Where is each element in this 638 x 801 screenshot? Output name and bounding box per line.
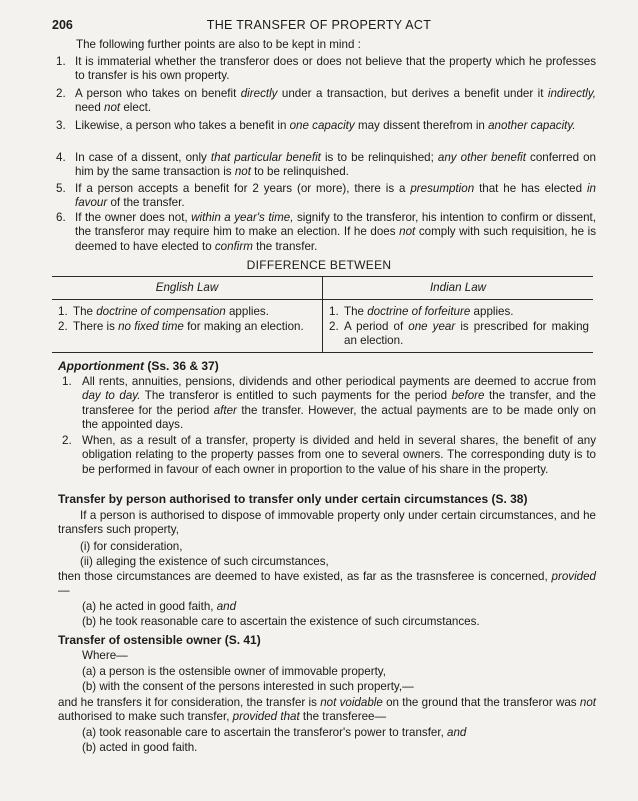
section-38-heading: Transfer by person authorised to transfer only under certain circumstances (S. 38)	[58, 492, 528, 506]
apportionment-item-2: 2. When, as a result of a transfer, property is divided and held in several shares, the benefit of any obligation relating to the property passes from one to several owners. The corresponding duty is to be performed in favour of each owner in proportion to the value of his share in the property.	[62, 434, 596, 476]
item-number: 1.	[62, 375, 72, 388]
point-1: 1. It is immaterial whether the transferor does or does not believe that the property which he professes to transfer is his own property.	[56, 55, 596, 83]
column-header-english-law: English Law	[52, 277, 323, 300]
section-41-heading: Transfer of ostensible owner (S. 41)	[58, 633, 261, 647]
section-41-condition-a: (a) a person is the ostensible owner of immovable property,	[82, 665, 386, 678]
page-header	[0, 18, 638, 36]
point-2: 2. A person who takes on benefit directly under a transaction, but derives a benefit under it indirectly, need not elect.	[56, 87, 596, 115]
section-38-proviso: then those circumstances are deemed to have existed, as far as the trasnsferee is concerned, provided—	[58, 570, 596, 598]
english-law-point: 1. The doctrine of compensation applies.	[58, 305, 269, 319]
section-38-clause-ii: (ii) alleging the existence of such circumstances,	[80, 555, 329, 568]
indian-law-point: 2. A period of one year is prescribed for making an election.	[329, 319, 589, 348]
item-number: 2.	[56, 87, 66, 100]
english-law-point: 2. There is no fixed time for making an election.	[58, 319, 304, 333]
section-41-proviso-a: (a) took reasonable care to ascertain the transferor's power to transfer, and	[82, 726, 467, 739]
indian-law-point: 1. The doctrine of forfeiture applies.	[329, 305, 514, 319]
item-number: 4.	[56, 151, 66, 164]
indian-law-cell	[323, 300, 594, 352]
item-number: 2.	[62, 434, 72, 447]
section-41-proviso-b: (b) acted in good faith.	[82, 741, 198, 754]
section-41-paragraph: and he transfers it for consideration, the transfer is not voidable on the ground that the transferor was not authorised to make such transfer, provided that the transferee—	[58, 696, 596, 724]
running-title: THE TRANSFER OF PROPERTY ACT	[206, 18, 432, 32]
point-6: 6. If the owner does not, within a year's time, signify to the transferor, his intention to confirm or dissent, the transferor may require him to make an election. If he does not comply with such requisition, he is deemed to have elected to confirm the transfer.	[56, 211, 596, 253]
page-number: 206	[52, 18, 73, 32]
section-38-condition-b: (b) he took reasonable care to ascertain the existence of such circumstances.	[82, 615, 480, 628]
intro-text: The following further points are also to be kept in mind :	[76, 38, 361, 51]
section-41-where: Where—	[82, 649, 128, 662]
point-5: 5. If a person accepts a benefit for 2 years (or more), there is a presumption that he has elected in favour of the transfer.	[56, 182, 597, 210]
item-number: 1.	[56, 55, 66, 68]
apportionment-item-1: 1. All rents, annuities, pensions, dividends and other periodical payments are deemed to accrue from day to day. The transferor is entitled to such payments for the period before the transfer, and the transferee for the period after the transfer. However, the actual payments are to be made only on the appointed days.	[62, 375, 596, 432]
item-number: 3.	[56, 119, 66, 132]
point-3: 3. Likewise, a person who takes a benefit in one capacity may dissent therefrom in another capacity.	[56, 119, 576, 132]
english-law-cell	[52, 300, 323, 352]
section-41-condition-b: (b) with the consent of the persons interested in such property,—	[82, 680, 414, 693]
apportionment-heading: Apportionment (Ss. 36 & 37)	[58, 359, 219, 373]
difference-table	[52, 276, 593, 353]
point-4: 4. In case of a dissent, only that particular benefit is to be relinquished; any other benefit conferred on him by the same transaction is not to be relinquished.	[56, 151, 596, 179]
column-header-indian-law: Indian Law	[323, 277, 594, 300]
section-38-condition-a: (a) he acted in good faith, and	[82, 600, 237, 613]
difference-heading: DIFFERENCE BETWEEN	[246, 258, 392, 272]
section-38-clause-i: (i) for consideration,	[80, 540, 183, 553]
item-number: 6.	[56, 211, 66, 224]
item-number: 5.	[56, 182, 66, 195]
section-38-paragraph: If a person is authorised to dispose of immovable property only under certain circumstances, and he transfers such property,	[58, 509, 596, 537]
